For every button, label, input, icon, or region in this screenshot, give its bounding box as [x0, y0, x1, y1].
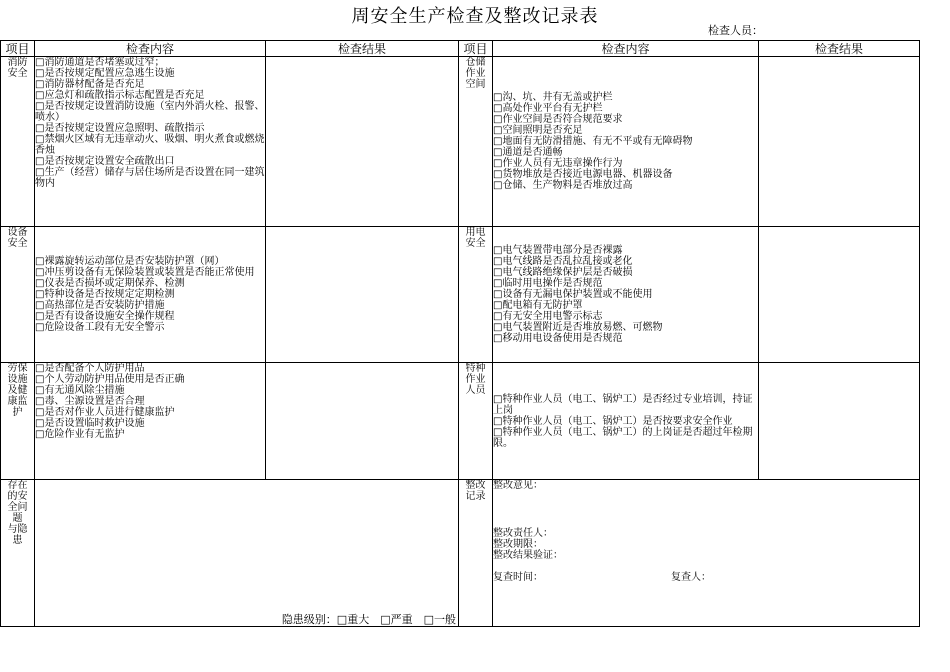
- rectification-record-cell[interactable]: [493, 480, 920, 627]
- checklist-item[interactable]: □仪表是否损坏或定期保养、检测: [35, 278, 185, 289]
- result-cell-electric[interactable]: [759, 227, 920, 363]
- review-time-label: 复查时间：: [493, 572, 543, 583]
- checklist-item[interactable]: □危险设备工段有无安全警示: [35, 322, 165, 333]
- checklist-item[interactable]: □作业空间是否符合规范要求: [493, 114, 623, 125]
- checklist-item[interactable]: □是否配备个人防护用品: [35, 363, 145, 374]
- checklist-item[interactable]: □冲压剪设备有无保险装置或装置是否能正常使用: [35, 267, 255, 278]
- checklist-item[interactable]: □是否设置临时救护设施: [35, 418, 145, 429]
- result-cell-labor[interactable]: [266, 363, 459, 480]
- checklist-item[interactable]: □个人劳动防护用品使用是否正确: [35, 374, 185, 385]
- col-header-result: 检查结果: [266, 41, 459, 57]
- checklist-item[interactable]: □高热部位是否安装防护措施: [35, 300, 165, 311]
- result-cell-warehouse[interactable]: [759, 57, 920, 227]
- checklist-item[interactable]: □消防通道是否堵塞或过窄；: [35, 57, 165, 68]
- category-labor: 劳保 设施 及健 康监 护: [1, 363, 35, 480]
- deadline-label: 整改期限：: [493, 539, 543, 550]
- category-hazard: 存在 的安 全问 题 与隐 患: [1, 480, 35, 627]
- checklist-item[interactable]: □沟、坑、井有无盖或护栏: [493, 92, 613, 103]
- table-row-fire-warehouse: [1, 57, 920, 227]
- checklist-item[interactable]: □是否按规定设置安全疏散出口: [35, 156, 175, 167]
- checklist-warehouse: [493, 57, 759, 227]
- col-header-item: 项目: [1, 41, 35, 57]
- checklist-item[interactable]: □有无安全用电警示标志: [493, 311, 603, 322]
- checklist-item[interactable]: □是否对作业人员进行健康监护: [35, 407, 175, 418]
- category-fire: 消防 安全: [1, 57, 35, 227]
- responsible-person-label: 整改责任人：: [493, 528, 553, 539]
- checklist-item[interactable]: □有无通风除尘措施: [35, 385, 125, 396]
- checklist-item[interactable]: □电气线路绝缘保护层是否破损: [493, 267, 633, 278]
- result-cell-fire[interactable]: [266, 57, 459, 227]
- checklist-item[interactable]: □是否按规定设置应急照明、疏散指示: [35, 123, 205, 134]
- checklist-item[interactable]: □设备有无漏电保护装置或不能使用: [493, 289, 653, 300]
- result-cell-equipment[interactable]: [266, 227, 459, 363]
- checklist-equipment: [35, 227, 266, 363]
- checklist-fire: [35, 57, 266, 227]
- checklist-item[interactable]: □空间照明是否充足: [493, 125, 583, 136]
- checklist-item[interactable]: □是否按规定配置应急逃生设施: [35, 68, 175, 79]
- checklist-item[interactable]: □临时用电操作是否规范: [493, 278, 603, 289]
- header-row: [1, 41, 920, 57]
- checklist-item[interactable]: □特种作业人员（电工、锅炉工）是否经过专业培训，持证上岗: [493, 393, 753, 416]
- checklist-item[interactable]: □禁烟火区域有无违章动火、吸烟、明火煮食或燃烧香烛: [35, 134, 265, 156]
- inspection-table: [0, 40, 920, 627]
- col-header-content-right: 检查内容: [493, 41, 759, 57]
- table-row-equipment-electric: [1, 227, 920, 363]
- reviewer-label: 复查人：: [671, 572, 711, 583]
- checklist-special: [493, 363, 759, 480]
- checklist-item[interactable]: □通道是否通畅: [493, 147, 563, 158]
- category-electric: 用电 安全: [459, 227, 493, 363]
- category-equipment: 设备 安全: [1, 227, 35, 363]
- review-line: [493, 572, 919, 583]
- checklist-item[interactable]: □应急灯和疏散指示标志配置是否充足: [35, 90, 205, 101]
- col-header-result-right: 检查结果: [759, 41, 920, 57]
- checklist-item[interactable]: □电气装置附近是否堆放易燃、可燃物: [493, 322, 663, 333]
- checklist-item[interactable]: □生产（经营）储存与居住场所是否设置在同一建筑物内: [35, 167, 265, 189]
- checklist-item[interactable]: □危险作业有无监护: [35, 429, 125, 440]
- table-row-hazard-rectification: [1, 480, 920, 627]
- checklist-electric: [493, 227, 759, 363]
- table-row-labor-special: [1, 363, 920, 480]
- checklist-item[interactable]: □是否有设备设施安全操作规程: [35, 311, 175, 322]
- checklist-item[interactable]: □裸露旋转运动部位是否安装防护罩（网）: [35, 256, 225, 267]
- checklist-item[interactable]: □消防器材配备是否充足: [35, 79, 145, 90]
- form-title: 周安全生产检查及整改记录表: [351, 6, 599, 27]
- category-rectification: 整改 记录: [459, 480, 493, 627]
- category-warehouse: 仓储 作业 空间: [459, 57, 493, 227]
- checklist-item[interactable]: □配电箱有无防护罩: [493, 300, 583, 311]
- checklist-item[interactable]: □作业人员有无违章操作行为: [493, 158, 623, 169]
- checklist-item[interactable]: □地面有无防滑措施、有无不平或有无障碍物: [493, 136, 693, 147]
- checklist-item[interactable]: □特种作业人员（电工、锅炉工）是否按要求安全作业: [493, 415, 733, 427]
- checklist-item[interactable]: □电气装置带电部分是否裸露: [493, 245, 623, 256]
- checklist-item[interactable]: □货物堆放是否接近电源电器、机器设备: [493, 169, 673, 180]
- col-header-content: 检查内容: [35, 41, 266, 57]
- checklist-item[interactable]: □仓储、生产物料是否堆放过高: [493, 180, 633, 191]
- category-special: 特种 作业 人员: [459, 363, 493, 480]
- verification-label: 整改结果验证：: [493, 550, 563, 561]
- checklist-item[interactable]: □移动用电设备使用是否规范: [493, 333, 623, 344]
- inspector-label: 检查人员：: [708, 24, 763, 37]
- checklist-item[interactable]: □电气线路是否乱拉乱接或老化: [493, 256, 633, 267]
- result-cell-special[interactable]: [759, 363, 920, 480]
- hazard-description-cell[interactable]: [35, 480, 459, 627]
- checklist-item[interactable]: □高处作业平台有无护栏: [493, 103, 603, 114]
- rectification-opinion-label: 整改意见：: [493, 480, 543, 491]
- checklist-item[interactable]: □特种作业人员（电工、锅炉工）的上岗证是否超过年检期限。: [493, 426, 753, 449]
- checklist-item[interactable]: □是否按规定设置消防设施（室内外消火栓、报警、喷水）: [35, 101, 265, 123]
- col-header-item-right: 项目: [459, 41, 493, 57]
- checklist-item[interactable]: □特种设备是否按规定定期检测: [35, 289, 175, 300]
- checklist-labor: [35, 363, 266, 480]
- checklist-item[interactable]: □毒、尘源设置是否合理: [35, 396, 145, 407]
- hazard-severity-options[interactable]: 隐患级别：□重大 □严重 □一般: [281, 613, 456, 626]
